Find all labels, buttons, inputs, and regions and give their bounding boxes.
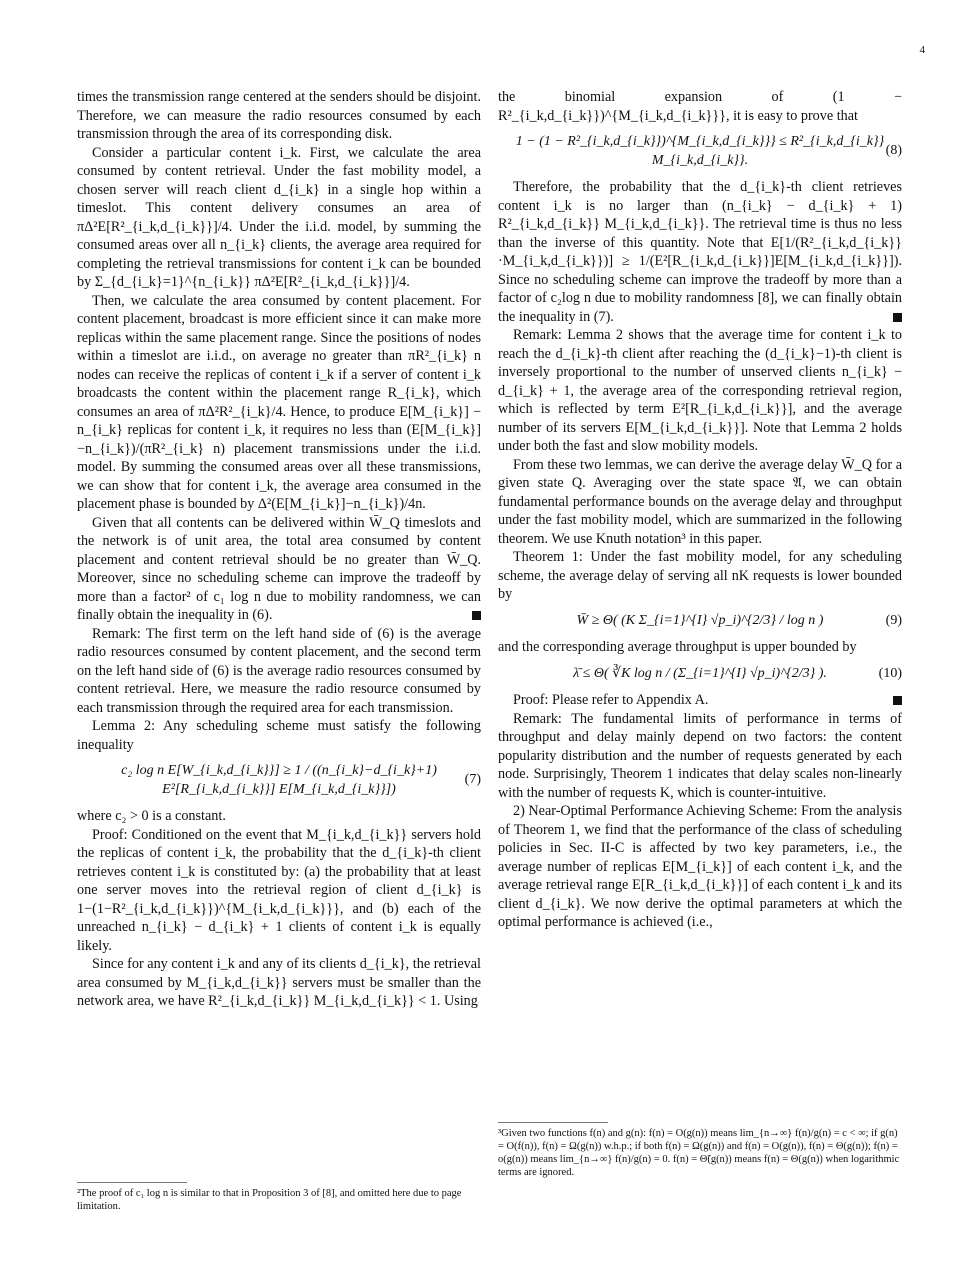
paragraph-text: Lemma 2: Any scheduling scheme must satisfy the following inequality [77, 718, 481, 753]
equation-body: 1 − (1 − R²_{i_k,d_{i_k}})^{M_{i_k,d_{i_k}}} ≤ R²_{i_k,d_{i_k}} M_{i_k,d_{i_k}}. [515, 134, 885, 168]
footnote-3-text: ³Given two functions f(n) and g(n): f(n) = O(g(n)) means lim_{n→∞} f(n)/g(n) = c < ∞; if g(n) = O(f(n)), f(n) = Ω(g(n)) w.h.p.; if both f(n) = Ω(g(n)) and f(n) = O(g(n)), f(n) = Θ(g(n)); f(n) = o(g(n)) means lim_{n→∞} f(n)/g(n) = 0. f(n) = Θ̃(g(n)) means f(n) = Θ(g(n)) when logarithmic terms are ignored. [498, 1128, 900, 1178]
paragraph-r8 [498, 710, 902, 803]
paragraph-text: and the corresponding average throughput is upper bounded by [498, 639, 857, 655]
paragraph-text: Given that all contents can be delivered within W̄_Q timeslots and the network is of unit area, the total area consumed by content placement and content retrieval should be no greater than W̄_Q. Moreover, since no scheduling scheme can improve the tradeoff by more than a factor² of c₁ log n due to mobility randomness, we can finally obtain the inequality in (6). [77, 514, 481, 623]
footnote-3 [498, 1108, 902, 1179]
paragraph-text: 2) Near-Optimal Performance Achieving Scheme: From the analysis of Theorem 1, we find that the performance of the class of scheduling policies in Sec. II-C is affected by two key parameters, i.e., the average number of replicas E[M_{i_k}] of each content i_k, and the average retrieval range E[R_{i_k,d_{i_k}}] of each content i_k and its client d_{i_k}. We now derive the optimal parameters at which the optimal performance is achieved (i.e., [498, 803, 902, 930]
qed-square-icon [472, 611, 481, 620]
paragraph-r6 [498, 638, 902, 657]
paragraph-r2 [498, 178, 902, 326]
paragraph-text: Remark: Lemma 2 shows that the average time for content i_k to reach the d_{i_k}-th client after reaching the (d_{i_k}−1)-th client is inversely proportional to the number of unserved clients n_{i_k} − d_{i_k} + 1, the average area of the corresponding retrieval region, which is reflected by term E²[R_{i_k,d_{i_k}}], and the average number of its servers E[M_{i_k,d_{i_k}}]. Note that Lemma 2 holds under both the fast and slow mobility models. [498, 327, 902, 454]
paragraph-r7 [498, 691, 902, 710]
paragraph-r5 [498, 548, 902, 604]
footnote-separator [77, 1182, 187, 1183]
paragraph-text: Consider a particular content i_k. First, we calculate the area consumed by content retrieval. Under the fast mobility model, a chosen server will reach client d_{i_k} in a single hop within a timeslot. This content delivery consumes an area of πΔ²E[R²_{i_k,d_{i_k}}]/4. Under the i.i.d. model, by summing the consumed areas over all n_{i_k} clients, the average area required for completing the retrieval transmissions for content i_k can be bounded by Σ_{d_{i_k}=1}^{n_{i_k}} πΔ²E[R²_{i_k,d_{i_k}}]/4. [77, 144, 481, 290]
paragraph-r4 [498, 456, 902, 549]
paragraph-text: the binomial expansion of (1 − R²_{i_k,d_{i_k}})^{M_{i_k,d_{i_k}}}, it is easy to prove that [498, 89, 902, 124]
paragraph-text: Therefore, the probability that the d_{i_k}-th client retrieves content i_k is no larger than (n_{i_k} − d_{i_k} + 1) R²_{i_k,d_{i_k}} M_{i_k,d_{i_k}}. The retrieval time is thus no less than the inverse of this quantity. Note that E[1/(R²_{i_k,d_{i_k}}·M_{i_k,d_{i_k}})] ≥ 1/(E²[R_{i_k,d_{i_k}}]E[M_{i_k,d_{i_k}}]). Since no scheduling scheme can improve the tradeoff by more than a factor of c₂log n due to mobility randomness [8], we can finally obtain the inequality in (7). [498, 179, 902, 325]
left-column [77, 88, 481, 1011]
equation-body: W̄ ≥ Θ( (K Σ_{i=1}^{I} √p_i)^{2/3} / log n ) [576, 612, 824, 628]
paragraph-r3 [498, 326, 902, 456]
paragraph-text: where c₂ > 0 is a constant. [77, 808, 226, 824]
paragraph-p5 [77, 625, 481, 718]
equation-number: (9) [885, 612, 902, 628]
paragraph-text: Theorem 1: Under the fast mobility model, for any scheduling scheme, the average delay of serving all nK requests is lower bounded by [498, 549, 902, 602]
page-number: 4 [919, 44, 925, 56]
paragraph-text: Proof: Please refer to Appendix A. [513, 692, 709, 708]
footnote-separator [498, 1122, 608, 1123]
paragraph-p4 [77, 514, 481, 625]
paragraph-text: Remark: The fundamental limits of performance in terms of throughput and delay mainly depend on two factors: the content popularity distribution and the number of requests generated by each node. Surprisingly, Theorem 1 indicates that delay scales non-linearly with the number of requests K, which is counter-intuitive. [498, 710, 902, 801]
footnote-2-text: ²The proof of c₁ log n is similar to that in Proposition 3 of [8], and omitted here due to page limitation. [77, 1188, 462, 1212]
paragraph-r9 [498, 802, 902, 932]
qed-square-icon [893, 313, 902, 322]
paragraph-text: Then, we calculate the area consumed by content placement. For content placement, broadcast is more efficient since it can make more replicas within the same placement range. Since the positions of nodes within a timeslot are i.i.d., on average no greater than πR²_{i_k} n nodes can receive the replicas of content i_k if a server of content i_k broadcasts the content within the placement range R_{i_k}, which consumes an area of πΔ²R²_{i_k}/4. Hence, to produce E[M_{i_k}] − n_{i_k} replicas for content i_k, it requires no less than (E[M_{i_k}]−n_{i_k})/(πR²_{i_k} n) placement transmissions under the i.i.d. model. By summing the consumed areas over all these transmissions, we can show that for content i_k, the average area consumed in the placement phase is bounded by Δ²(E[M_{i_k}]−n_{i_k})/4n. [77, 292, 481, 512]
qed-square-icon [893, 696, 902, 705]
paragraph-p6 [77, 717, 481, 754]
equation-eq7 [77, 762, 481, 799]
paragraph-p2 [77, 144, 481, 292]
paragraph-p7 [77, 807, 481, 826]
paragraph-r1 [498, 88, 902, 125]
right-column [498, 88, 902, 932]
paragraph-p8 [77, 826, 481, 956]
paragraph-text: times the transmission range centered at the senders should be disjoint. Therefore, we can measure the radio resources consumed by each transmission through the area of its corresponding disk. [77, 89, 481, 142]
paragraph-text: Remark: The first term on the left hand side of (6) is the average radio resources consumed by content placement, and the second term on the left hand side of (6) is the average radio resources consumed by content retrieval. Here, we measure the radio resource consumed by each transmission through the required area for each transmission. [77, 625, 481, 716]
paragraph-text: Since for any content i_k and any of its clients d_{i_k}, the retrieval area consumed by M_{i_k,d_{i_k}} servers must be smaller than the network area, we have R²_{i_k,d_{i_k}} M_{i_k,d_{i_k}} < 1. Using [77, 956, 481, 1009]
equation-number: (7) [464, 772, 481, 788]
equation-eq8 [498, 133, 902, 170]
equation-body: λ̄ ≤ Θ( ∛K log n / (Σ_{i=1}^{I} √p_i)^{2/3} ). [573, 665, 827, 681]
equation-eq9 [498, 612, 902, 631]
equation-eq10 [498, 665, 902, 684]
paragraph-p9 [77, 955, 481, 1011]
equation-body: c₂ log n E[W_{i_k,d_{i_k}}] ≥ 1 / ((n_{i_k}−d_{i_k}+1) E²[R_{i_k,d_{i_k}}] E[M_{i_k,d_{i_k}}]) [121, 763, 437, 797]
paragraph-p1 [77, 88, 481, 144]
paragraph-text: Proof: Conditioned on the event that M_{i_k,d_{i_k}} servers hold the replicas of content i_k, the probability that the d_{i_k}-th client retrieves content i_k is constituted by: (a) the probability that at least one server moves into the retrieval region of client d_{i_k} is 1−(1−R²_{i_k,d_{i_k}})^{M_{i_k,d_{i_k}}}, and (b) each of the unreached n_{i_k} − d_{i_k} + 1 clients of content i_k is equally likely. [77, 826, 481, 954]
paragraph-p3 [77, 292, 481, 514]
equation-number: (10) [878, 665, 902, 681]
footnote-2 [77, 1168, 481, 1213]
equation-number: (8) [885, 143, 902, 159]
paragraph-text: From these two lemmas, we can derive the average delay W̄_Q for a given state Q. Averaging over the state space 𝔄, we can obtain fundamental performance bounds on the average delay and throughput under the fast mobility model, which are summarized in the following theorem. We use Knuth notation³ in this paper. [498, 456, 902, 547]
